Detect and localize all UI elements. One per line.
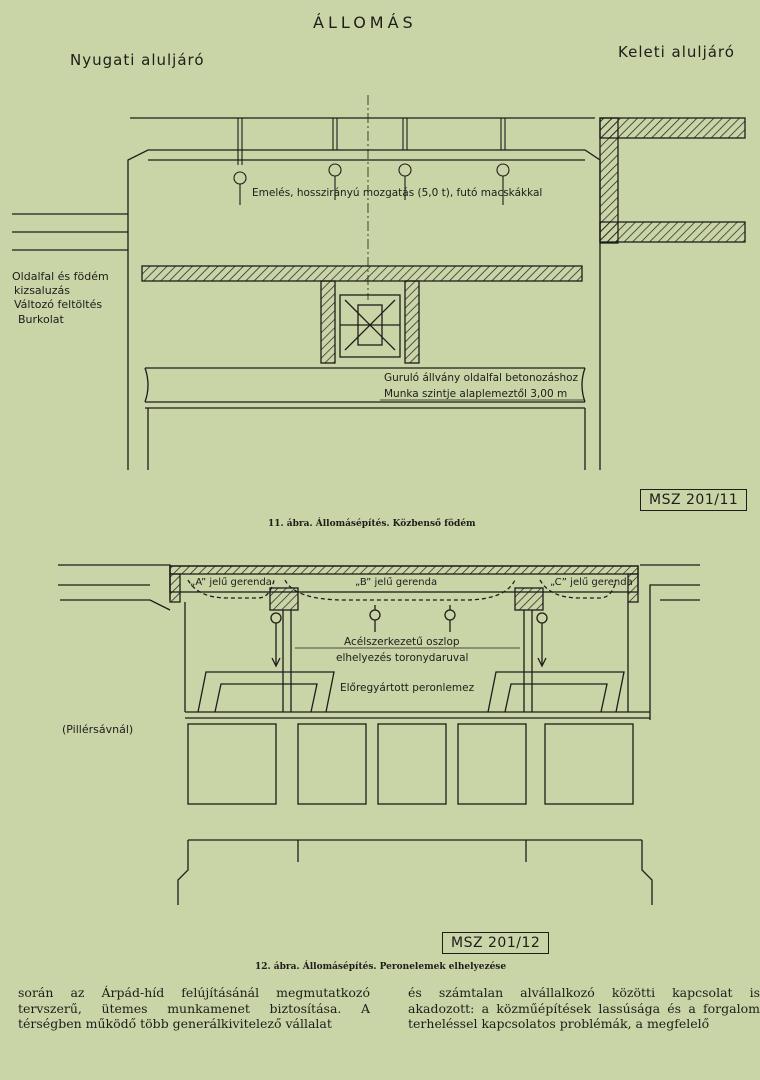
fig12-panel-label: Előregyártott peronlemez bbox=[340, 682, 475, 694]
fig11-east-label: Keleti aluljáró bbox=[618, 43, 735, 61]
fig11-title: ÁLLOMÁS bbox=[313, 13, 417, 32]
fig12-stamp: MSZ 201/12 bbox=[442, 932, 549, 954]
fig12-beam-a: „A” jelű gerenda bbox=[190, 577, 272, 588]
body-column-2: és számtalan alvállalkozó közötti kapcsolat is akadozott: a közműépítések lassúsága és a forgalom terheléssel kapcsolatos problémák, a megfelelő bbox=[408, 985, 760, 1031]
fig11-side-note-3: Változó feltöltés bbox=[14, 298, 103, 311]
fig11-lift-label: Emelés, hosszirányú mozgatás (5,0 t), futó macskákkal bbox=[252, 187, 543, 199]
fig12-column-label-1: Acélszerkezetű oszlop bbox=[344, 636, 460, 648]
fig11-west-label: Nyugati aluljáró bbox=[70, 51, 205, 69]
fig12-beam-c: „C” jelű gerenda bbox=[550, 577, 633, 588]
fig12-caption: 12. ábra. Állomásépítés. Peronelemek elhelyezése bbox=[255, 962, 507, 972]
fig11-stamp: MSZ 201/11 bbox=[640, 489, 747, 511]
body-column-1: során az Árpád-híd felújításánál megmutatkozó tervszerű, ütemes munkamenet biztosítása. A térségben működő több generálkivitelező vállalat bbox=[18, 985, 370, 1031]
fig11-side-note-2: kizsaluzás bbox=[14, 284, 70, 297]
fig12-side-note: (Pillérsávnál) bbox=[62, 723, 134, 736]
fig12-column-label-2: elhelyezés toronydaruval bbox=[336, 652, 469, 664]
fig11-side-note-1: Oldalfal és födém bbox=[12, 270, 109, 283]
fig11-caption: 11. ábra. Állomásépítés. Közbenső födém bbox=[268, 519, 476, 529]
fig11-level-label: Munka szintje alaplemeztől 3,00 m bbox=[384, 388, 568, 400]
fig11-scaffold-label: Guruló állvány oldalfal betonozáshoz bbox=[384, 372, 579, 384]
fig12-beam-b: „B” jelű gerenda bbox=[355, 577, 438, 588]
fig11-side-note-4: Burkolat bbox=[18, 313, 64, 326]
